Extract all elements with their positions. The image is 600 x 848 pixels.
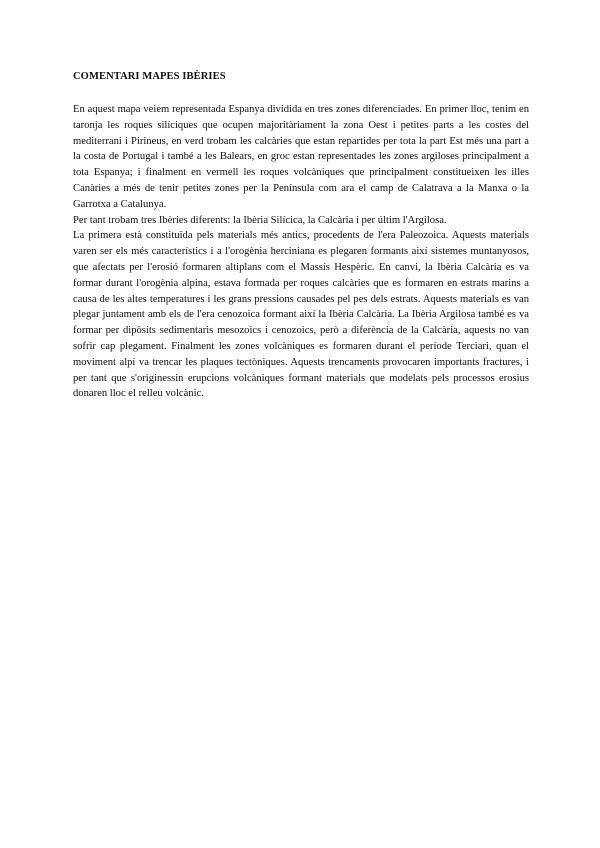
paragraph-map-description: En aquest mapa veiem representada Espanya dividida en tres zones diferenciades. En primer lloc, tenim en taronja les roques silíciques que ocupen majoritàriament la zona Oest i petites parts a les costes del mediterrani i Pirineus, en verd trobam les calcàries que estan repartides per tota la part Est més una part a la costa de Portugal i també a les Balears, en groc estan representades les zones argiloses principalment a tota Espanya; i finalment en vermell les roques volcàniques que principalment constitueixen les illes Canàries a més de tenir petites zones per la Península com ara el camp de Calatrava a la Manxa o la Garrotxa a Catalunya. [73, 104, 529, 210]
paragraph-formation: La primera està constituïda pels materials més antics, procedents de l'era Paleozoica. Aquests materials varen ser els més característics i a l'orogènia herciniana es plegaren formants així sistemes muntanyosos, que afectats per l'erosió formaren altiplans com el Massís Hespèric. En canvi, la Ibèria Calcària es va formar durant l'orogènia alpina, estava formada per roques calcàries que es formaren en estrats marins a causa de les altes temperatures i les grans pressions causades pel pes dels estrats. Aquests materials es van plegar juntament amb els de l'era cenozoica formant així la Ibèria Calcària. La Ibèria Argilosa també es va formar per dipòsits sedimentaris mesozoics i cenozoics, però a diferència de la Calcària, aquests no van sofrir cap plegament. Finalment les zones volcàniques es formaren durant el període Terciari, quan el moviment alpí va trencar les plaques tectòniques. Aquests trencaments provocaren importants fractures, i per tant que s'originessin erupcions volcàniques formant materials que modelats pels processos erosius donaren lloc el relleu volcànic. [73, 230, 529, 400]
paragraph-three-iberias: Per tant trobam tres Ibèries diferents: la Ibèria Silícica, la Calcària i per últim l'Argilosa. [73, 214, 447, 226]
document-title: COMENTARI MAPES IBÈRIES [73, 71, 226, 82]
document-body [73, 102, 529, 402]
